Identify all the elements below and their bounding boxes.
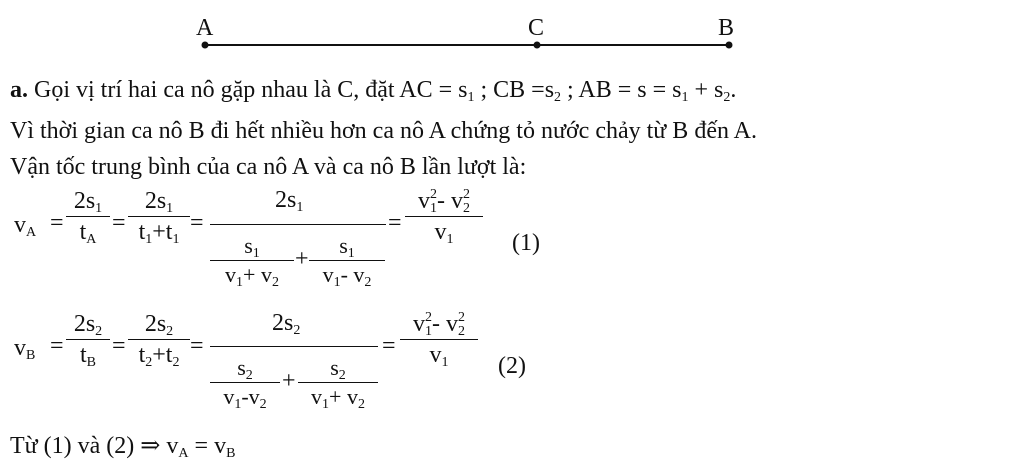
eq2-eq-4: = — [382, 333, 396, 359]
point-b-label: B — [718, 15, 735, 41]
eq1-frac-3-num: $2s_1$ — [275, 187, 304, 215]
eq2-frac-3-plus: + — [282, 368, 296, 394]
eq1-number: (1) — [512, 230, 540, 256]
eq1-frac-1: $2s_1$ $t_A$ — [66, 188, 110, 245]
conclusion-line: Từ (1) và (2) ⇒ $v_A = v_B$ — [10, 433, 236, 461]
point-c-dot — [534, 42, 541, 49]
segment-diagram — [0, 0, 1024, 60]
eq2-frac-3b: $s_2$ $v_1+ v_2$ — [298, 356, 378, 409]
eq1-eq-4: = — [388, 210, 402, 236]
eq2-eq-3: = — [190, 333, 204, 359]
eq2-frac-4: $v^2_1-$ $v^2_2$ $v_1$ — [400, 311, 478, 368]
eq2-eq-1: = — [50, 333, 64, 359]
point-a-label: A — [196, 15, 214, 41]
eq2-frac-3-bar — [210, 346, 378, 347]
eq2-frac-3a: $s_2$ $v_1-v_2$ — [210, 356, 280, 409]
eq1-lhs: $v_A$ — [14, 212, 37, 240]
point-c-label: C — [528, 15, 545, 41]
eq1-frac-4: $v^2_1-$ $v^2_2$ $v_1$ — [405, 188, 483, 245]
eq1-frac-3a: $s_1$ $v_1+ v_2$ — [210, 234, 294, 287]
eq2-number: (2) — [498, 353, 526, 379]
eq2-frac-2: $2s_2$ $t_2+t_2$ — [128, 311, 190, 368]
eq2-lhs: $v_B$ — [14, 335, 36, 363]
eq2-eq-2: = — [112, 333, 126, 359]
text-line-3: Vận tốc trung bình của ca nô A và ca nô B lần lượt là: — [10, 154, 527, 180]
eq1-frac-2: $2s_1$ $t_1+t_1$ — [128, 188, 190, 245]
eq2-frac-1: $2s_2$ $t_B$ — [66, 311, 110, 368]
eq1-frac-3b: $s_1$ $v_1-$ $v_2$ — [309, 234, 385, 287]
eq1-frac-3-bar — [210, 224, 386, 225]
eq2-frac-3-num: $2s_2$ — [272, 310, 301, 338]
eq1-eq-3: = — [190, 210, 204, 236]
eq1-frac-3-plus: + — [295, 246, 309, 272]
eq1-eq-1: = — [50, 210, 64, 236]
text-line-1: a. Gọi vị trí hai ca nô gặp nhau là C, đặt AC = $s_1$ ; CB $=s_2$ ; AB = $s = s_1 + s_2$. — [10, 77, 737, 105]
point-a-dot — [202, 42, 209, 49]
point-b-dot — [726, 42, 733, 49]
eq1-eq-2: = — [112, 210, 126, 236]
text-line-2: Vì thời gian ca nô B đi hết nhiều hơn ca nô A chứng tỏ nước chảy từ B đến A. — [10, 118, 757, 144]
